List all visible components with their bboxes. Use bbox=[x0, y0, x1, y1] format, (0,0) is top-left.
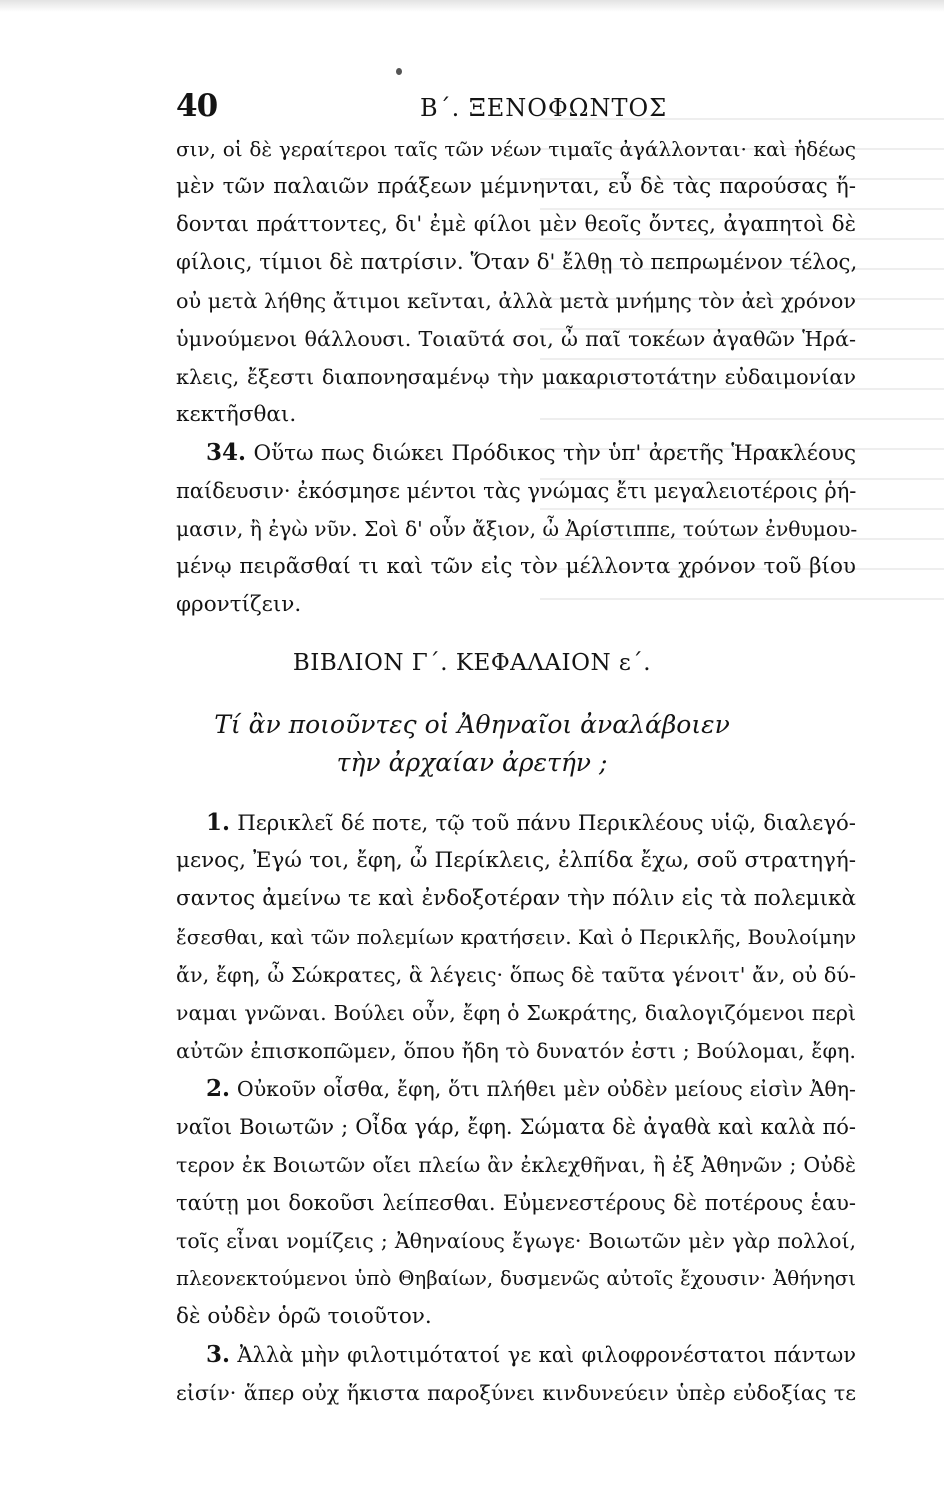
section-number: 1. bbox=[206, 809, 231, 836]
text-line: πλεονεκτούμενοι ὑπὸ Θηβαίων, δυσμενῶς αὐτοῖς ἔχουσιν· Ἀθήνησι bbox=[176, 1267, 856, 1290]
section-number: 3. bbox=[206, 1341, 231, 1368]
chapter-heading: ΒΙΒΛΙΟΝ Γ΄. ΚΕΦΑΛΑΙΟΝ ε΄. bbox=[292, 650, 652, 676]
paragraph-1-first-line bbox=[206, 808, 856, 839]
chapter-subtitle: τὴν ἀρχαίαν ἀρετήν ; bbox=[336, 748, 608, 777]
text-span: Οὐκοῦν οἶσθα, ἔφη, ὅτι πλήθει μὲν οὐδὲν μείους εἰσὶν Ἀθη- bbox=[236, 1077, 856, 1101]
text-line: παίδευσιν· ἐκόσμησε μέντοι τὰς γνώμας ἔτι μεγαλειοτέροις ῥή- bbox=[176, 479, 857, 503]
paragraph-3-first-line bbox=[206, 1340, 856, 1370]
text-line: σαντος ἀμείνω τε καὶ ἐνδοξοτέραν τὴν πόλιν εἰς τὰ πολεμικὰ bbox=[176, 886, 856, 911]
text-line: οὐ μετὰ λήθης ἄτιμοι κεῖνται, ἀλλὰ μετὰ μνήμης τὸν ἀεὶ χρόνον bbox=[176, 289, 856, 313]
section-number: 34. bbox=[206, 439, 247, 466]
text-line: αὐτῶν ἐπισκοπῶμεν, ὅπου ἤδη τὸ δυνατόν ἐστι ; Βούλομαι, ἔφη. bbox=[176, 1039, 856, 1063]
text-line: σιν, οἱ δὲ γεραίτεροι ταῖς τῶν νέων τιμαῖς ἀγάλλονται· καὶ ἡδέως bbox=[176, 137, 856, 161]
text-line: μενος, Ἐγώ τοι, ἔφη, ὦ Περίκλεις, ἐλπίδα ἔχω, σοῦ στρατηγή- bbox=[176, 848, 856, 873]
text-line: ἄν, ἔφη, ὦ Σώκρατες, ἃ λέγεις· ὅπως δὲ ταῦτα γένοιτ' ἄν, οὐ δύ- bbox=[176, 963, 856, 987]
text-line: δονται πράττοντες, δι' ἐμὲ φίλοι μὲν θεοῖς ὄντες, ἀγαπητοὶ δὲ bbox=[176, 212, 856, 237]
text-span: Ἀλλὰ μὴν φιλοτιμότατοί γε καὶ φιλοφρονέστατοι πάντων bbox=[237, 1343, 856, 1367]
running-title: Β΄. ΞΕΝΟΦΩΝΤΟΣ bbox=[420, 94, 668, 122]
text-line: κλεις, ἔξεστι διαπονησαμένῳ τὴν μακαριστοτάτην εὐδαιμονίαν bbox=[176, 365, 856, 389]
text-span: Περικλεῖ δέ ποτε, τῷ τοῦ πάνυ Περικλέους υἱῷ, διαλεγό- bbox=[237, 811, 856, 836]
paragraph-34-first-line bbox=[206, 438, 856, 469]
text-span: Οὕτω πως διώκει Πρόδικος τὴν ὑπ' ἀρετῆς Ἡρακλέους bbox=[253, 441, 856, 466]
text-line: μένῳ πειρᾶσθαί τι καὶ τῶν εἰς τὸν μέλλοντα χρόνον τοῦ βίου bbox=[176, 554, 856, 579]
text-line: ταύτῃ μοι δοκοῦσι λείπεσθαι. Εὐμενεστέρους δὲ ποτέρους ἑαυ- bbox=[176, 1191, 856, 1215]
text-line: ὑμνούμενοι θάλλουσι. Τοιαῦτά σοι, ὦ παῖ τοκέων ἀγαθῶν Ἡρά- bbox=[176, 327, 856, 351]
text-line: τοῖς εἶναι νομίζεις ; Ἀθηναίους ἔγωγε· Βοιωτῶν μὲν γὰρ πολλοί, bbox=[176, 1229, 856, 1253]
paragraph-2-first-line bbox=[206, 1074, 856, 1104]
text-line: εἰσίν· ἅπερ οὐχ ἥκιστα παροξύνει κινδυνεύειν ὑπὲρ εὐδοξίας τε bbox=[176, 1381, 856, 1405]
section-number: 2. bbox=[206, 1075, 231, 1102]
text-line: φροντίζειν. bbox=[176, 592, 302, 617]
text-line: ἔσεσθαι, καὶ τῶν πολεμίων κρατήσειν. Καὶ ὁ Περικλῆς, Βουλοίμην bbox=[176, 925, 857, 949]
text-line: μασιν, ἢ ἐγὼ νῦν. Σοὶ δ' οὖν ἄξιον, ὦ Ἀρίστιππε, τούτων ἐνθυμου- bbox=[176, 517, 858, 541]
text-line: τερον ἐκ Βοιωτῶν οἴει πλείω ἂν ἐκλεχθῆναι, ἢ ἐξ Ἀθηνῶν ; Οὐδὲ bbox=[176, 1153, 856, 1177]
text-line: ναῖοι Βοιωτῶν ; Οἶδα γάρ, ἔφη. Σώματα δὲ ἀγαθὰ καὶ καλὰ πό- bbox=[176, 1115, 856, 1139]
text-line: μὲν τῶν παλαιῶν πράξεων μέμνηνται, εὖ δὲ τὰς παρούσας ἥ- bbox=[176, 174, 856, 199]
text-line: φίλοις, τίμιοι δὲ πατρίσιν. Ὅταν δ' ἔλθῃ τὸ πεπρωμένον τέλος, bbox=[176, 250, 858, 275]
ink-dot-mark bbox=[396, 68, 402, 75]
chapter-subtitle: Τί ἂν ποιοῦντες οἱ Ἀθηναῖοι ἀναλάβοιεν bbox=[214, 710, 730, 739]
text-line: ναμαι γνῶναι. Βούλει οὖν, ἔφη ὁ Σωκράτης, διαλογιζόμενοι περὶ bbox=[176, 1001, 856, 1025]
page-number: 40 bbox=[176, 88, 218, 124]
text-line: κεκτῆσθαι. bbox=[176, 402, 297, 427]
scan-edge-shadow bbox=[0, 0, 944, 12]
text-line: δὲ οὐδὲν ὁρῶ τοιοῦτον. bbox=[176, 1304, 432, 1329]
